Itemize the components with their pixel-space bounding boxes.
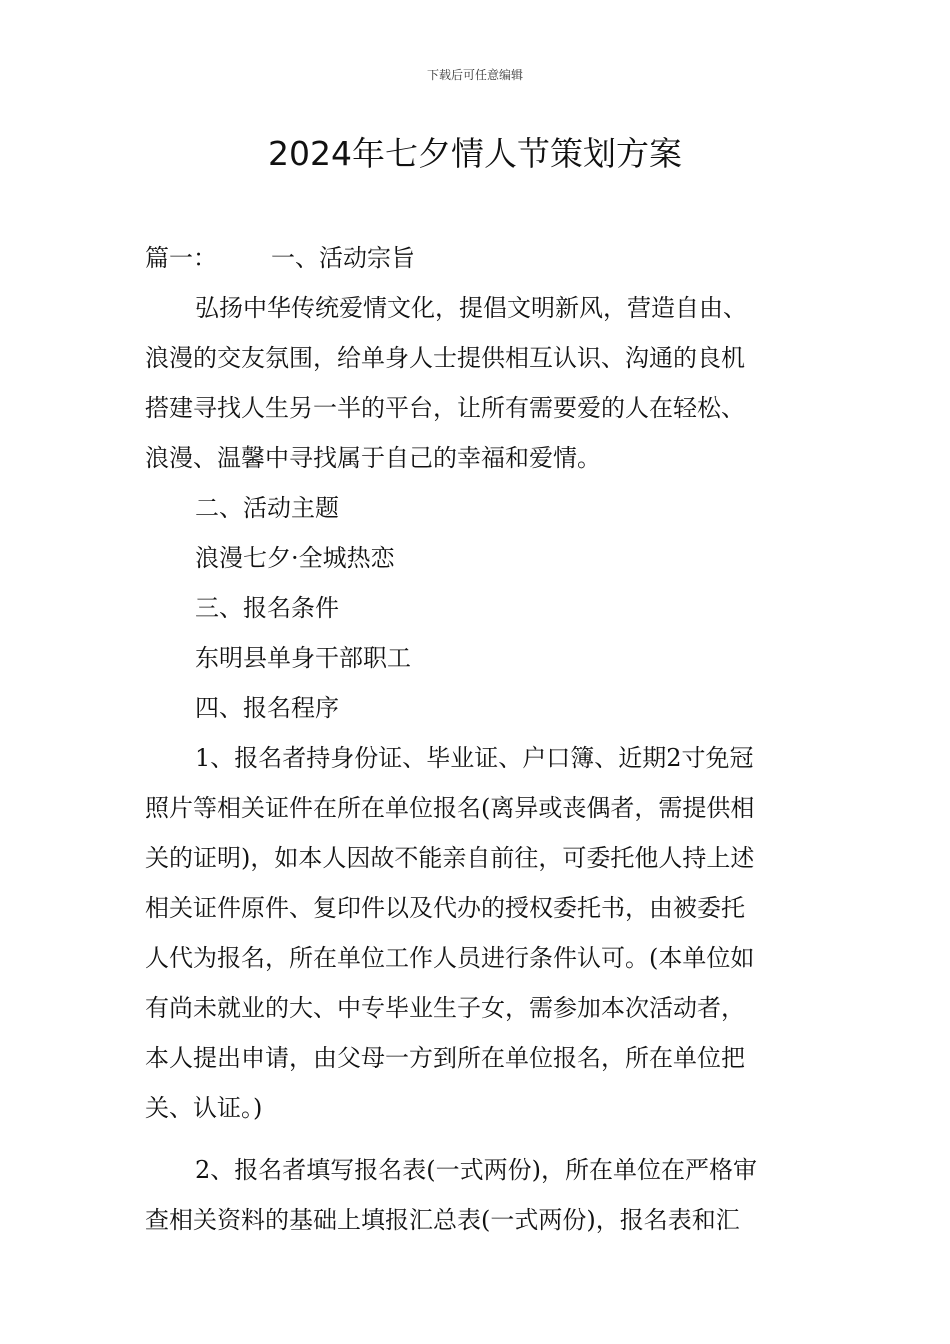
body-line: 本人提出申请，由父母一方到所在单位报名，所在单位把 (145, 1044, 745, 1072)
body-line: 浪漫七夕·全城热恋 (195, 544, 395, 572)
body-line: 搭建寻找人生另一半的平台，让所有需要爱的人在轻松、 (145, 394, 745, 422)
heading-activity-purpose: 一、活动宗旨 (271, 244, 415, 272)
body-line: 2、报名者填写报名表(一式两份)，所在单位在严格审 (195, 1156, 757, 1184)
body-line: 有尚未就业的大、中专毕业生子女，需参加本次活动者， (145, 994, 745, 1022)
body-line: 关、认证。) (145, 1094, 263, 1122)
body-line: 四、报名程序 (195, 694, 339, 722)
body-line: 三、报名条件 (195, 594, 339, 622)
body-line: 1、报名者持身份证、毕业证、户口簿、近期2寸免冠 (195, 744, 754, 772)
document-title: 2024年七夕情人节策划方案 (268, 134, 682, 173)
section-label: 篇一： (145, 244, 217, 272)
paragraph-lines (145, 283, 809, 1245)
body-line: 浪漫、温馨中寻找属于自己的幸福和爱情。 (145, 444, 601, 472)
page-header-note: 下载后可任意编辑 (426, 68, 523, 82)
body-line: 浪漫的交友氛围，给单身人士提供相互认识、沟通的良机 (145, 344, 745, 372)
body-line: 弘扬中华传统爱情文化，提倡文明新风，营造自由、 (195, 294, 747, 322)
body-line: 照片等相关证件在所在单位报名(离异或丧偶者，需提供相 (145, 794, 755, 822)
body-line: 查相关资料的基础上填报汇总表(一式两份)，报名表和汇 (145, 1206, 740, 1234)
body-line: 关的证明)，如本人因故不能亲自前往，可委托他人持上述 (145, 844, 755, 872)
section-heading-line (145, 233, 809, 283)
body-line: 东明县单身干部职工 (195, 644, 411, 672)
body-line: 相关证件原件、复印件以及代办的授权委托书，由被委托 (145, 894, 745, 922)
document-body (145, 233, 809, 1245)
body-line: 二、活动主题 (195, 494, 339, 522)
body-line: 人代为报名，所在单位工作人员进行条件认可。(本单位如 (145, 944, 755, 972)
